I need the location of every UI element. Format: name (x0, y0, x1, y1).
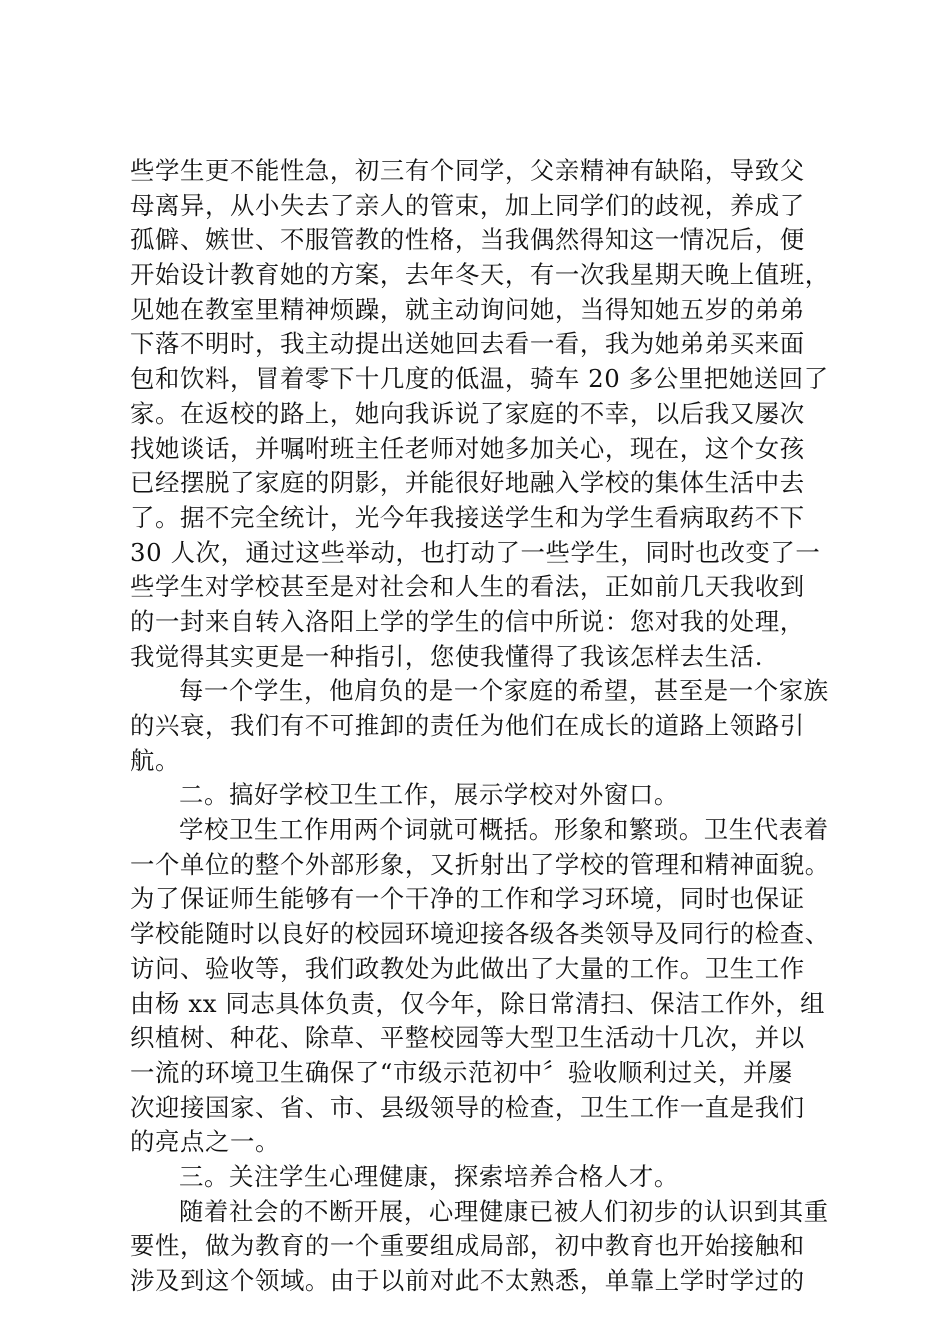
text-line: 见她在教室里精神烦躁，就主动询问她，当得知她五岁的弟弟 (130, 294, 805, 324)
text-line: 我觉得其实更是一种指引，您使我懂得了我该怎样去生活. (130, 641, 764, 671)
text-line: 由杨 xx 同志具体负责，仅今年，除日常清扫、保洁工作外，组 (130, 988, 826, 1018)
section-heading: 二。搞好学校卫生工作，展示学校对外窗口。 (179, 780, 679, 810)
text-line: 的亮点之一。 (130, 1127, 280, 1157)
text-line: 已经摆脱了家庭的阴影，并能很好地融入学校的集体生活中去 (130, 468, 805, 498)
section-heading: 三。关注学生心理健康，探索培养合格人才。 (179, 1161, 679, 1191)
text-line: 孤僻、嫉世、不服管教的性格，当我偶然得知这一情况后，便 (130, 225, 805, 255)
paragraph-start-line: 每一个学生，他肩负的是一个家庭的希望，甚至是一个家族 (179, 676, 829, 706)
text-line: 包和饮料，冒着零下十几度的低温，骑车 20 多公里把她送回了 (130, 364, 829, 394)
text-line: 家。在返校的路上，她向我诉说了家庭的不幸，以后我又屡次 (130, 398, 805, 428)
paragraph-start-line: 学校卫生工作用两个词就可概括。形象和繁琐。卫生代表着 (179, 815, 829, 845)
text-line: 一个单位的整个外部形象，又折射出了学校的管理和精神面貌。 (130, 849, 830, 879)
text-line: 母离异，从小失去了亲人的管束，加上同学们的歧视，养成了 (130, 190, 805, 220)
text-line: 访问、验收等，我们政教处为此做出了大量的工作。卫生工作 (130, 953, 805, 983)
text-line: 织植树、种花、除草、平整校园等大型卫生活动十几次，并以 (130, 1023, 805, 1053)
text-line: 的兴衰，我们有不可推卸的责任为他们在成长的道路上领路引 (130, 711, 805, 740)
paragraph-start-line: 随着社会的不断开展，心理健康已被人们初步的认识到其重 (179, 1196, 829, 1226)
text-line: 找她谈话，并嘱咐班主任老师对她多加关心，现在，这个女孩 (130, 433, 805, 463)
text-line: 学校能随时以良好的校园环境迎接各级各类领导及同行的检查、 (130, 919, 830, 949)
text-line: 些学生更不能性急，初三有个同学，父亲精神有缺陷，导致父 (130, 156, 805, 185)
text-line: 了。据不完全统计，光今年我接送学生和为学生看病取药不下 (130, 502, 805, 532)
text-line: 次迎接国家、省、市、县级领导的检查，卫生工作一直是我们 (130, 1092, 805, 1122)
text-line: 30 人次，通过这些举动，也打动了一些学生，同时也改变了一 (130, 537, 821, 567)
text-line: 一流的环境卫生确保了“市级示范初中〞验收顺利过关，并屡 (130, 1057, 793, 1087)
text-line: 下落不明时，我主动提出送她回去看一看，我为她弟弟买来面 (130, 329, 805, 359)
body-text (130, 154, 850, 1299)
text-line: 要性，做为教育的一个重要组成局部，初中教育也开始接触和 (130, 1231, 805, 1261)
text-line: 为了保证师生能够有一个干净的工作和学习环境，同时也保证 (130, 884, 805, 914)
text-line: 涉及到这个领域。由于以前对此不太熟悉，单靠上学时学过的 (130, 1266, 805, 1295)
text-line: 些学生对学校甚至是对社会和人生的看法，正如前几天我收到 (130, 572, 805, 602)
text-line: 开始设计教育她的方案，去年冬天，有一次我星期天晚上值班， (130, 260, 830, 290)
text-line: 的一封来自转入洛阳上学的学生的信中所说：您对我的处理， (130, 606, 805, 636)
text-line: 航。 (130, 745, 180, 775)
